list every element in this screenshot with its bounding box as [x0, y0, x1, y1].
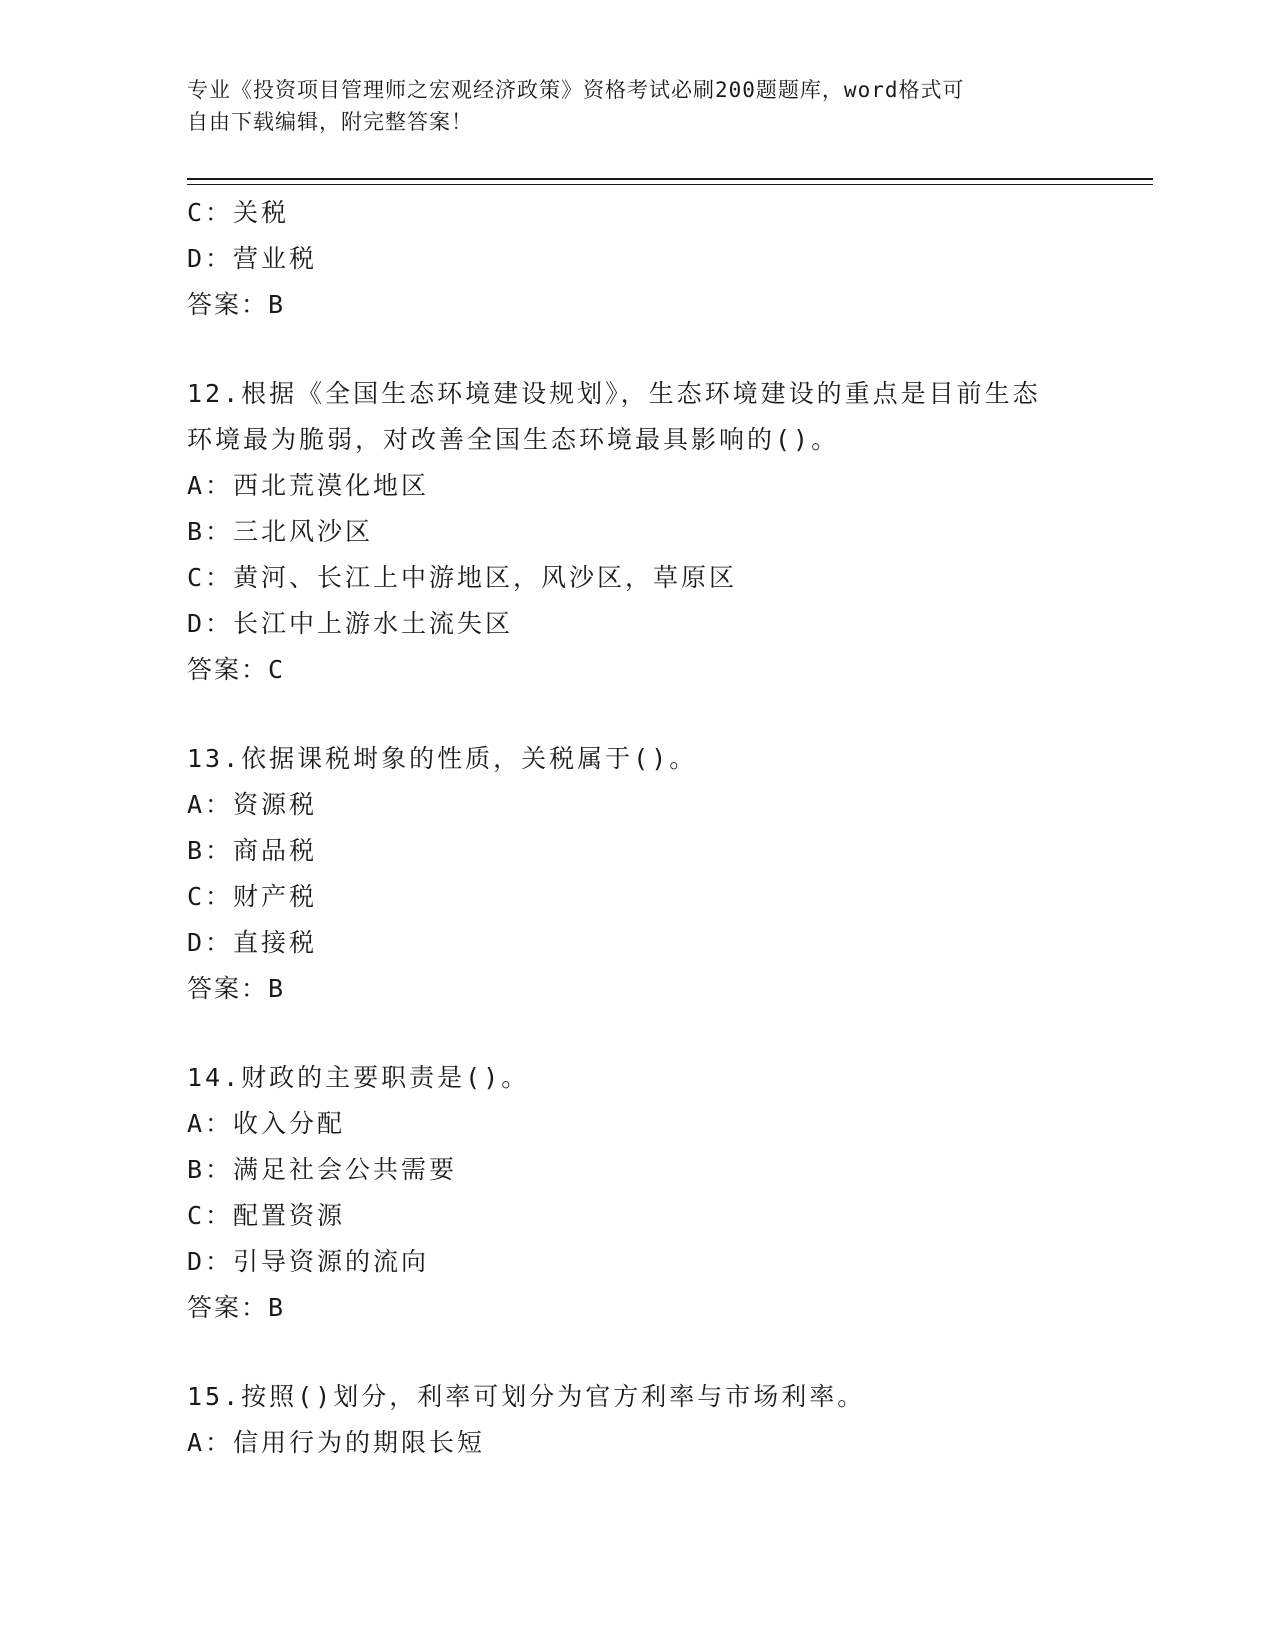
header-line-2: 自由下载编辑，附完整答案！	[187, 110, 473, 134]
question-gap	[187, 693, 1087, 736]
option-c: C：配置资源	[187, 1201, 346, 1230]
option-d: D：直接税	[187, 928, 318, 957]
option-b: B：商品税	[187, 836, 318, 865]
question-gap	[187, 328, 1087, 371]
question-11-tail	[187, 190, 1087, 328]
question-stem: 15.按照()划分，利率可划分为官方利率与市场利率。	[187, 1382, 866, 1411]
question-13	[187, 736, 1087, 1012]
option-d: D：引导资源的流向	[187, 1247, 430, 1276]
question-gap	[187, 1331, 1087, 1374]
question-gap	[187, 1012, 1087, 1055]
option-d: D：长江中上游水土流失区	[187, 609, 514, 638]
option-a: A：资源税	[187, 790, 318, 819]
option-a: A：信用行为的期限长短	[187, 1428, 486, 1457]
question-stem-cont: 环境最为脆弱，对改善全国生态环境最具影响的()。	[187, 425, 840, 454]
header-line-1: 专业《投资项目管理师之宏观经济政策》资格考试必刷200题题库，word格式可	[187, 78, 965, 102]
answer: 答案：B	[187, 290, 286, 319]
option-c: C：财产税	[187, 882, 318, 911]
option-b: B：三北风沙区	[187, 517, 374, 546]
option-a: A：收入分配	[187, 1109, 346, 1138]
option-b: B：满足社会公共需要	[187, 1155, 458, 1184]
question-15	[187, 1374, 1087, 1466]
option-c: C：关税	[187, 198, 290, 227]
question-12	[187, 371, 1087, 693]
option-c: C：黄河、长江上中游地区，风沙区，草原区	[187, 563, 738, 592]
question-stem: 14.财政的主要职责是()。	[187, 1063, 530, 1092]
document-header	[187, 74, 1067, 138]
option-a: A：西北荒漠化地区	[187, 471, 430, 500]
answer: 答案：B	[187, 1293, 286, 1322]
answer: 答案：C	[187, 655, 286, 684]
header-rule-thick	[187, 178, 1153, 180]
option-d: D：营业税	[187, 244, 318, 273]
question-14	[187, 1055, 1087, 1331]
question-stem: 12.根据《全国生态环境建设规划》，生态环境建设的重点是目前生态	[187, 379, 1041, 408]
header-rule-thin	[187, 184, 1153, 185]
answer: 答案：B	[187, 974, 286, 1003]
question-stem: 13.依据课税埘象的性质，关税属于()。	[187, 744, 698, 773]
question-list	[187, 190, 1087, 1466]
